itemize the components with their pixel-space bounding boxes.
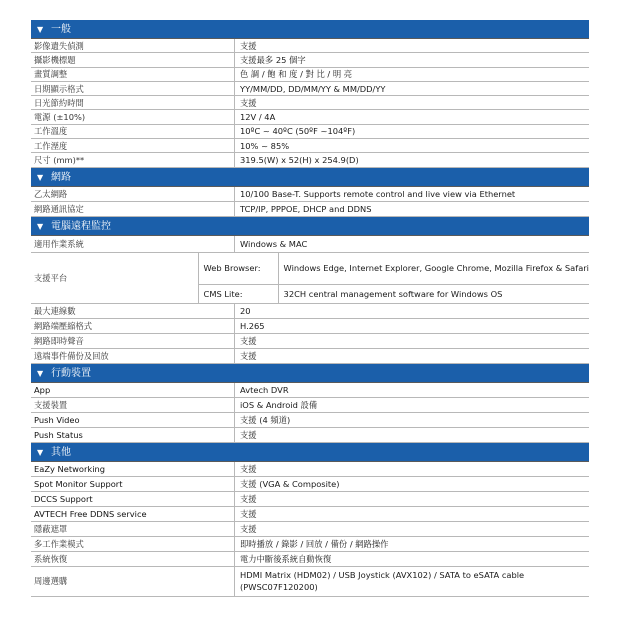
row-value: 支援 [240, 523, 257, 534]
table-row [31, 110, 589, 124]
row-value: TCP/IP, PPPOE, DHCP and DDNS [240, 203, 372, 214]
table-row [31, 236, 589, 253]
row-value: 319.5(W) x 52(H) x 254.9(D) [240, 155, 359, 166]
row-label: AVTECH Free DDNS service [31, 507, 235, 521]
row-value: 支援 [240, 493, 257, 504]
sub-label: Web Browser: [199, 253, 279, 284]
row-value: 支援 [240, 429, 257, 440]
triangle-down-icon: ▼ [37, 25, 44, 34]
table-row [31, 39, 589, 53]
row-label: 尺寸 (mm)** [31, 153, 235, 166]
sub-label: CMS Lite: [199, 285, 279, 303]
row-label: 適用作業系統 [31, 236, 235, 252]
row-value: 10ºC ~ 40ºC (50ºF ~104ºF) [240, 126, 356, 137]
row-value: 20 [240, 305, 251, 316]
row-label: Push Status [31, 428, 235, 442]
row-label: 工作溫度 [31, 125, 235, 138]
row-label: 網路端壓縮格式 [31, 319, 235, 333]
row-value: 支援最多 25 個字 [240, 54, 306, 65]
row-label: 影像遺失偵測 [31, 39, 235, 52]
row-value: 支援 [240, 40, 257, 51]
table-row [31, 139, 589, 153]
row-value: Windows & MAC [240, 238, 308, 249]
section-header-mobile[interactable] [31, 364, 589, 383]
table-row [31, 537, 589, 552]
row-label: 隱蔽遮罩 [31, 522, 235, 536]
section-title: 行動裝置 [51, 367, 91, 379]
row-label: 日光節約時間 [31, 96, 235, 109]
row-label: 網路即時聲音 [31, 334, 235, 348]
row-label: 工作溼度 [31, 139, 235, 152]
table-row [31, 68, 589, 82]
row-value [199, 253, 589, 303]
sub-value: 32CH central management software for Windows OS [283, 288, 503, 299]
section-title: 電腦遠程監控 [51, 220, 111, 232]
row-value: 支援 [240, 463, 257, 474]
row-value: HDMI Matrix (HDM02) / USB Joystick (AVX102) / SATA to eSATA cable (PWSC07F120200) [240, 570, 525, 593]
row-value: 10/100 Base-T. Supports remote control and live view via Ethernet [240, 188, 516, 199]
row-label: EaZy Networking [31, 462, 235, 476]
table-row [31, 462, 589, 477]
section-title: 其他 [51, 446, 71, 458]
row-label: 攝影機標題 [31, 53, 235, 66]
triangle-down-icon: ▼ [37, 221, 44, 231]
row-label: 日期顯示格式 [31, 82, 235, 95]
table-row [31, 413, 589, 428]
row-value: 支援 [240, 508, 257, 519]
table-row [31, 507, 589, 522]
row-label: 最大連線數 [31, 304, 235, 318]
section-title: 網路 [51, 171, 71, 183]
table-row [31, 334, 589, 349]
row-label: App [31, 383, 235, 397]
triangle-down-icon: ▼ [37, 447, 44, 457]
triangle-down-icon: ▼ [37, 172, 44, 182]
section-header-pc-remote[interactable] [31, 217, 589, 236]
row-value: H.265 [240, 320, 265, 331]
triangle-down-icon: ▼ [37, 368, 44, 378]
row-value: 支援 (VGA & Composite) [240, 478, 340, 489]
table-row [31, 492, 589, 507]
section-header-others[interactable] [31, 443, 589, 462]
table-row [31, 319, 589, 334]
row-value: 色 調 / 飽 和 度 / 對 比 / 明 亮 [240, 69, 353, 80]
row-label: 系統恢復 [31, 552, 235, 566]
row-label: Push Video [31, 413, 235, 427]
row-value: 12V / 4A [240, 112, 276, 123]
table-row [31, 304, 589, 319]
row-value: iOS & Android 設備 [240, 399, 318, 410]
section-header-general[interactable] [31, 20, 589, 39]
row-value: 電力中斷後系統自動恢復 [240, 553, 332, 564]
row-value: 支援 [240, 97, 257, 108]
sub-value: Windows Edge, Internet Explorer, Google Chrome, Mozilla Firefox & Safari [283, 263, 589, 274]
section-title: 一般 [51, 24, 71, 35]
sub-row-web-browser [199, 253, 589, 285]
row-value: Avtech DVR [240, 384, 289, 395]
table-row [31, 567, 589, 597]
table-row [31, 96, 589, 110]
row-label: 周邊選購 [31, 567, 235, 596]
row-label: DCCS Support [31, 492, 235, 506]
table-row [31, 187, 589, 202]
row-label: 乙太網路 [31, 187, 235, 201]
table-row [31, 253, 589, 304]
table-row [31, 477, 589, 492]
table-row [31, 125, 589, 139]
table-row [31, 53, 589, 67]
row-label: 遠端事件備份及回放 [31, 349, 235, 363]
row-label: 電源 (±10%) [31, 110, 235, 123]
table-row [31, 202, 589, 217]
row-label: 畫質調整 [31, 68, 235, 81]
row-label: Spot Monitor Support [31, 477, 235, 491]
table-row [31, 349, 589, 364]
table-row [31, 153, 589, 167]
table-row [31, 383, 589, 398]
row-value: YY/MM/DD, DD/MM/YY & MM/DD/YY [240, 83, 386, 94]
table-row [31, 552, 589, 567]
row-label: 網路通訊協定 [31, 202, 235, 216]
row-label: 支援裝置 [31, 398, 235, 412]
table-row [31, 522, 589, 537]
row-value: 支援 (4 頻道) [240, 414, 291, 425]
spec-table [31, 20, 589, 597]
sub-row-cms-lite [199, 285, 589, 303]
row-value: 即時播放 / 錄影 / 回放 / 備份 / 網路操作 [240, 538, 389, 549]
row-value: 10% ~ 85% [240, 140, 290, 151]
row-label: 支援平台 [31, 253, 199, 303]
table-row [31, 428, 589, 443]
table-row [31, 82, 589, 96]
row-value: 支援 [240, 350, 257, 361]
row-value: 支援 [240, 335, 257, 346]
table-row [31, 398, 589, 413]
section-header-network[interactable] [31, 168, 589, 187]
row-label: 多工作業模式 [31, 537, 235, 551]
